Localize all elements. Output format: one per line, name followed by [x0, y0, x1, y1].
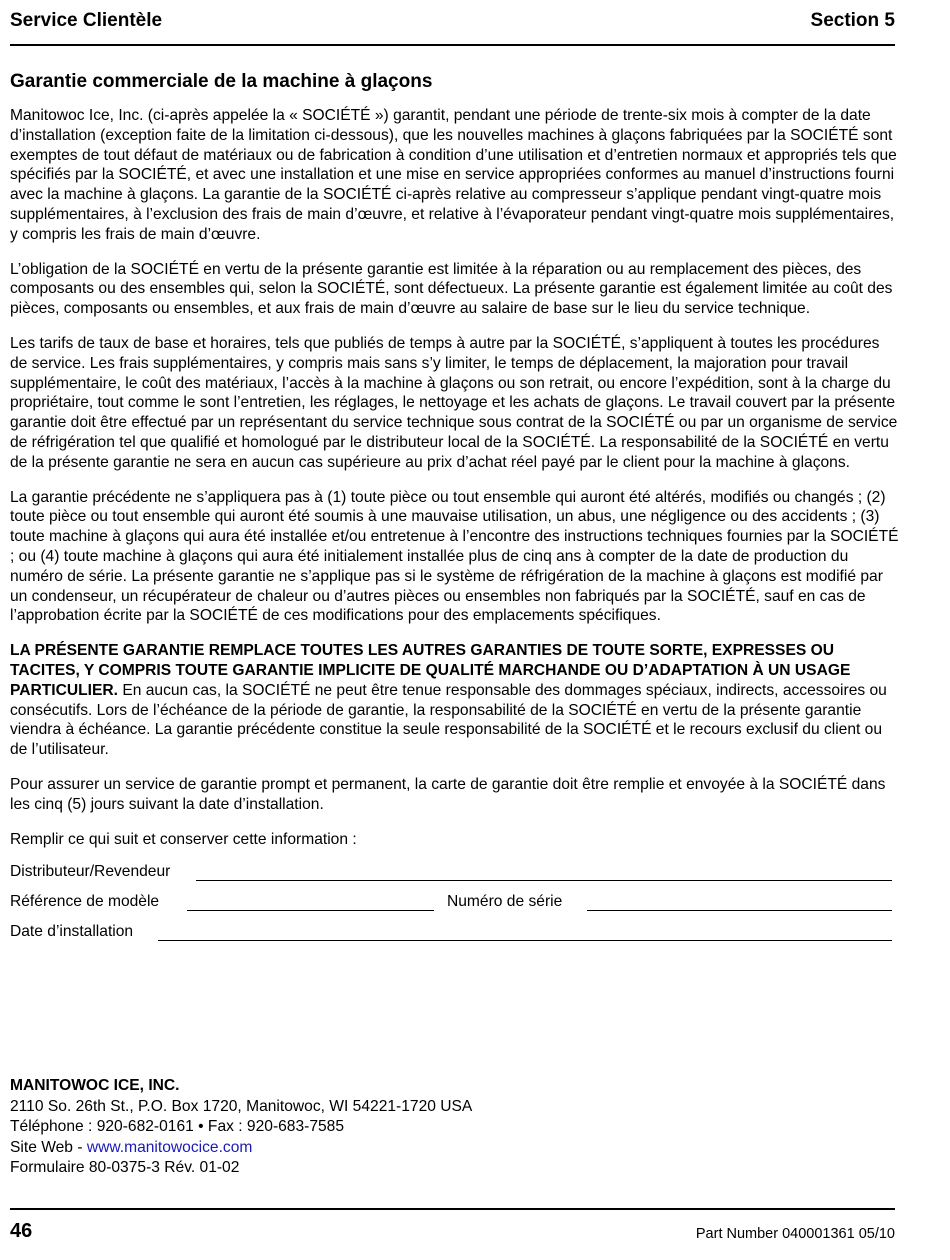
dealer-field[interactable] [196, 880, 892, 881]
page-footer [10, 1220, 895, 1250]
warranty-paragraph-1: Manitowoc Ice, Inc. (ci-après appelée la « SOCIÉTÉ ») garantit, pendant une période de trente-six mois à compter de la date d’installation (exception faite de la limitation ci-dessous), que les nouvelles machines à glaçons fabriquées par la SOCIÉTÉ sont exemptes de tout défaut de matériaux ou de fabrication à condition d’une utilisation et d’entretien normaux et appropriés tels que spécifiés par la SOCIÉTÉ, et avec une installation et une mise en service appropriées conformes au manuel d’instructions fourni avec la machine à glaçons. La garantie de la SOCIÉTÉ ci-après relative au compresseur s’applique pendant vingt-quatre mois supplémentaires, à l’exclusion des frais de main d’œuvre, et relative à l’évaporateur pendant vingt-quatre mois supplémentaires, y compris les frais de main d’œuvre. [10, 107, 897, 243]
company-website-line [10, 1138, 472, 1159]
header-section-number: Section 5 [810, 10, 895, 31]
page-header [10, 8, 895, 36]
company-address: 2110 So. 26th St., P.O. Box 1720, Manitowoc, WI 54221-1720 USA [10, 1097, 473, 1115]
header-section-name: Service Clientèle [10, 10, 163, 31]
company-info [10, 1076, 472, 1179]
serial-field[interactable] [587, 910, 892, 911]
page-number: 46 [10, 1220, 33, 1242]
model-field[interactable] [187, 910, 434, 911]
footer-rule [10, 1208, 895, 1210]
warranty-paragraph-4: La garantie précédente ne s’appliquera pas à (1) toute pièce ou tout ensemble qui auront été altérés, modifiés ou changés ; (2) toute pièce ou tout ensemble qui auront été soumis à une mauvaise utilisation, un abus, une négligence ou des accidents ; (3) toute machine à glaçons qui aura été installée et/ou entretenue à l’encontre des instructions techniques fournies par la SOCIÉTÉ ; ou (4) toute machine à glaçons qui aura été initialement installée plus de cinq ans à compter de la date de production du numéro de série. La présente garantie ne s’applique pas si le système de réfrigération de la machine à glaçons est modifié par un condenseur, un récupérateur de chaleur ou d’autres pièces ou ensembles non fabriqués par la SOCIÉTÉ, sauf en cas de l’approbation écrite par la SOCIÉTÉ de ces modifications pour des emplacements spécifiques. [10, 488, 899, 625]
warranty-content [10, 70, 900, 947]
service-paragraph: Pour assurer un service de garantie prompt et permanent, la carte de garantie doit être remplie et envoyée à la SOCIÉTÉ dans les cinq (5) jours suivant la date d’installation. [10, 775, 886, 813]
warranty-paragraph-3: Les tarifs de taux de base et horaires, tels que publiés de temps à autre par la SOCIÉTÉ, s’appliquent à toutes les procédures de service. Les frais supplémentaires, y compris mais sans s’y limiter, le temps de déplacement, la majoration pour travail supplémentaire, le coût des matériaux, l’accès à la machine à glaçons ou son retrait, ou encore l’expédition, sont à la charge du propriétaire, tout comme le sont l’entretien, les réglages, le nettoyage et les achats de glaçons. Le travail couvert par la présente garantie doit être effectué par un représentant du service technique sous contrat de la SOCIÉTÉ ou par un organisme de service de réfrigération tel que qualifié et homologué par le distributeur local de la SOCIÉTÉ. La responsabilité de la SOCIÉTÉ en vertu de la présente garantie ne sera en aucun cas supérieure au prix d’achat réel payé par le client pour la machine à glaçons. [10, 334, 898, 471]
disclaimer-paragraph [10, 641, 900, 760]
header-rule [10, 44, 895, 46]
dealer-row [10, 857, 900, 887]
website-link[interactable]: www.manitowocice.com [86, 1138, 253, 1156]
disclaimer-rest: En aucun cas, la SOCIÉTÉ ne peut être tenue responsable des dommages spéciaux, indirects, accessoires ou consécutifs. Lors de l’échéance de la période de garantie, la responsabilité de la SOCIÉTÉ en vertu de la présente garantie viendra à échéance. La garantie précédente constitue la seule responsabilité de la SOCIÉTÉ et le recours exclusif du client ou de l’utilisateur. [10, 681, 887, 759]
serial-label: Numéro de série [447, 893, 563, 911]
install-date-row [10, 917, 900, 947]
company-phone: Téléphone : 920-682-0161 • Fax : 920-683-7585 [10, 1118, 345, 1136]
disclaimer-caps: LA PRÉSENTE GARANTIE REMPLACE TOUTES LES AUTRES GARANTIES DE TOUTE SORTE, EXPRESSES OU TACITES, Y COMPRIS TOUTE GARANTIE IMPLICITE DE QUALITÉ MARCHANDE OU D’ADAPTATION À UN USAGE PARTICULIER. [10, 642, 851, 699]
warranty-paragraph-2: L’obligation de la SOCIÉTÉ en vertu de la présente garantie est limitée à la réparation ou au remplacement des pièces, des composants ou des ensembles qui, selon la SOCIÉTÉ, sont défectueux. La présente garantie est également limitée au coût des pièces, composants ou ensembles, et aux frais de main d’œuvre au salaire de base sur le lieu du service technique. [10, 260, 893, 318]
model-label: Référence de modèle [10, 893, 160, 911]
dealer-label: Distributeur/Revendeur [10, 863, 171, 881]
model-serial-row [10, 887, 900, 917]
page-title: Garantie commerciale de la machine à glaçons [10, 71, 433, 92]
form-intro: Remplir ce qui suit et conserver cette information : [10, 830, 357, 848]
install-date-label: Date d’installation [10, 923, 134, 941]
company-name: MANITOWOC ICE, INC. [10, 1077, 180, 1094]
form-number: Formulaire 80-0375-3 Rév. 01-02 [10, 1159, 240, 1177]
install-date-field[interactable] [158, 940, 892, 941]
part-number: Part Number 040001361 05/10 [695, 1226, 895, 1242]
website-prefix: Site Web - [10, 1138, 87, 1156]
